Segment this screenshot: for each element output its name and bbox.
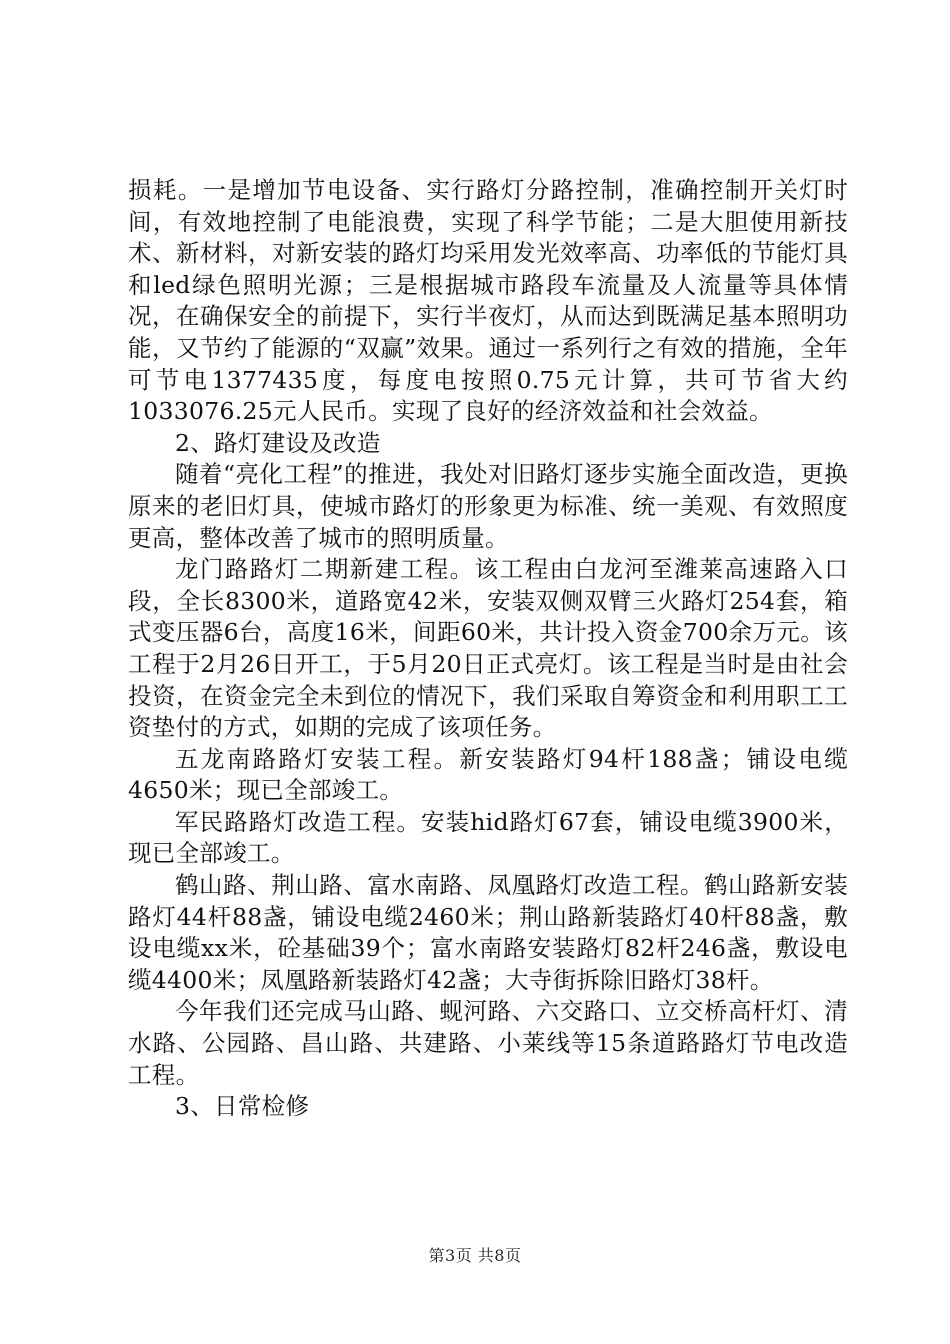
paragraph-lighting-project: 随着“亮化工程”的推进，我处对旧路灯逐步实施全面改造，更换原来的老旧灯具，使城市路灯的形象更为标准、统一美观、有效照度更高，整体改善了城市的照明质量。 [128,460,848,552]
section-heading-maintenance: 3、日常检修 [175,1092,310,1121]
section-heading-construction: 2、路灯建设及改造 [175,428,381,457]
paragraph-junmin-road: 军民路路灯改造工程。安装hid路灯67套，铺设电缆3900米，现已全部竣工。 [128,807,848,868]
page-number-footer: 第3页 共8页 [428,1246,522,1265]
paragraph-energy-saving: 损耗。一是增加节电设备、实行路灯分路控制，准确控制开关灯时间，有效地控制了电能浪费，实现了科学节能；二是大胆使用新技术、新材料，对新安装的路灯均采用发光效率高、功率低的节能灯具和led绿色照明光源；三是根据城市路段车流量及人流量等具体情况，在确保安全的前提下，实行半夜灯，从而达到既满足基本照明功能，又节约了能源的“双赢”效果。通过一系列行之有效的措施，全年可节电1377435度，每度电按照0.75元计算，共可节省大约1033076.25元人民币。实现了良好的经济效益和社会效益。 [128,176,848,426]
document-body [128,175,848,1123]
paragraph-heshan-road: 鹤山路、荆山路、富水南路、凤凰路灯改造工程。鹤山路新安装路灯44杆88盏，铺设电缆2460米；荆山路新装路灯40杆88盏，敷设电缆xx米，砼基础39个；富水南路安装路灯82杆246盏，敷设电缆4400米；凤凰路新装路灯42盏；大寺街拆除旧路灯38杆。 [128,871,848,994]
paragraph-longmen-road: 龙门路路灯二期新建工程。该工程由白龙河至潍莱高速路入口段，全长8300米，道路宽42米，安装双侧双臂三火路灯254套，箱式变压器6台，高度16米，间距60米，共计投入资金700余万元。该工程于2月26日开工，于5月20日正式亮灯。该工程是当时是由社会投资，在资金完全未到位的情况下，我们采取自筹资金和利用职工工资垫付的方式，如期的完成了该项任务。 [128,555,848,742]
paragraph-wulong-south-road: 五龙南路路灯安装工程。新安装路灯94杆188盏；铺设电缆4650米；现已全部竣工。 [128,744,848,805]
paragraph-other-roads: 今年我们还完成马山路、蚬河路、六交路口、立交桥高杆灯、清水路、公园路、昌山路、共建路、小莱线等15条道路路灯节电改造工程。 [128,997,848,1089]
